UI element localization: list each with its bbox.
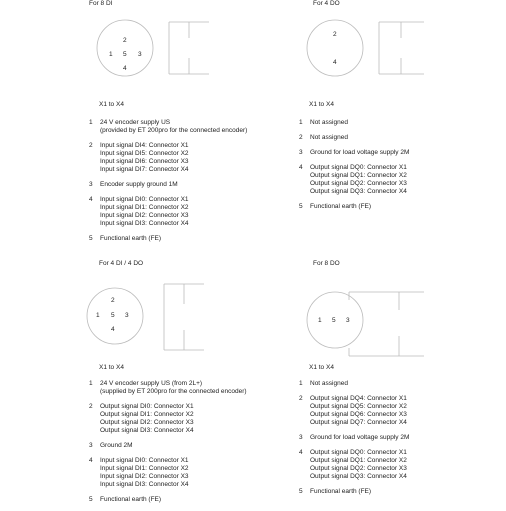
pin-number: 4 <box>89 457 93 464</box>
pin-desc-line: Input signal DI0: Connector X1 <box>100 196 189 203</box>
pin-entry <box>299 434 409 442</box>
pin-desc-line: Input signal DI2: Connector X3 <box>100 212 189 219</box>
pin-label-1: 1 <box>318 317 322 324</box>
pin-assignment-4do <box>299 0 506 250</box>
pin-desc-line: Output signal DQ1: Connector X2 <box>310 457 407 464</box>
pin-entry <box>299 449 409 481</box>
connector-caption: X1 to X4 <box>309 101 334 108</box>
pin-label-2: 2 <box>333 31 337 38</box>
pin-list <box>89 380 247 511</box>
pin-desc-line: Output signal DQ0: Connector X1 <box>310 164 407 171</box>
pin-desc-line: Output signal DQ2: Connector X3 <box>310 465 407 472</box>
pin-label-1: 1 <box>96 312 100 319</box>
pin-desc-line: Input signal DI3: Connector X4 <box>100 220 189 227</box>
pin-list <box>89 119 247 250</box>
pin-number: 2 <box>89 403 93 410</box>
pin-entry <box>89 181 247 189</box>
pin-desc-line: Input signal DI0: Connector X1 <box>100 457 189 464</box>
pin-label-3: 3 <box>138 51 142 58</box>
pin-label-4: 4 <box>111 326 115 333</box>
pin-entry <box>299 134 409 142</box>
pin-desc-line: Ground 2M <box>100 442 133 449</box>
pin-label-2: 2 <box>123 37 127 44</box>
pin-label-5: 5 <box>111 312 115 319</box>
pin-number: 1 <box>89 380 93 387</box>
pin-label-5: 5 <box>123 51 127 58</box>
pin-desc-line: Output signal DQ2: Connector X3 <box>310 180 407 187</box>
connector-caption: X1 to X4 <box>309 364 334 371</box>
pin-number: 2 <box>89 142 93 149</box>
pin-desc-line: Functional earth (FE) <box>310 203 372 210</box>
pin-desc-line: Functional earth (FE) <box>100 496 162 503</box>
pin-entry <box>89 235 247 243</box>
pin-number: 3 <box>299 149 303 156</box>
pin-number: 5 <box>299 488 303 495</box>
pin-entry <box>89 403 247 435</box>
pin-entry <box>299 380 409 388</box>
pin-desc-line: Functional earth (FE) <box>310 488 372 495</box>
pin-entry <box>89 496 247 504</box>
pin-assignment-8di <box>89 0 299 250</box>
pin-desc-line: Encoder supply ground 1M <box>100 181 178 188</box>
pin-number: 1 <box>299 119 303 126</box>
pin-entry <box>299 119 409 127</box>
section-title: For 8 DO <box>313 260 340 267</box>
pin-number: 3 <box>89 181 93 188</box>
pin-desc-line: Input signal DI3: Connector X4 <box>100 481 189 488</box>
pin-number: 4 <box>89 196 93 203</box>
pin-desc-line: Input signal DI2: Connector X3 <box>100 473 189 480</box>
pin-entry <box>299 149 409 157</box>
pin-label-4: 4 <box>123 65 127 72</box>
pin-list <box>299 119 409 218</box>
pin-entry <box>89 119 247 135</box>
pin-desc-line: Output signal DI2: Connector X3 <box>100 419 194 426</box>
pin-entry <box>89 196 247 228</box>
pin-desc-line: Functional earth (FE) <box>100 235 162 242</box>
pin-desc-line: 24 V encoder supply US (from 2L+) <box>100 380 203 387</box>
pin-label-2: 2 <box>111 297 115 304</box>
pin-desc-line: Output signal DI1: Connector X2 <box>100 411 194 418</box>
pin-entry <box>89 142 247 174</box>
pin-label-4: 4 <box>333 59 337 66</box>
section-title: For 4 DO <box>313 0 340 7</box>
pin-entry <box>299 203 409 211</box>
pin-desc-line: Input signal DI1: Connector X2 <box>100 465 189 472</box>
pin-desc-line: Output signal DI3: Connector X4 <box>100 427 194 434</box>
section-title: For 4 DI / 4 DO <box>99 260 144 267</box>
pin-desc-line: Input signal DI1: Connector X2 <box>100 204 189 211</box>
pin-desc-line: Output signal DQ3: Connector X4 <box>310 473 407 480</box>
pin-number: 3 <box>299 434 303 441</box>
pin-desc-line: Not assigned <box>310 134 348 141</box>
pin-entry <box>89 380 247 396</box>
pin-label-3: 3 <box>125 312 129 319</box>
pin-entry <box>89 442 247 450</box>
connector-caption: X1 to X4 <box>99 101 124 108</box>
pin-entry <box>89 457 247 489</box>
connector-diagram <box>299 270 429 360</box>
pin-desc-line: Output signal DQ1: Connector X2 <box>310 172 407 179</box>
pin-assignment-4di-4do <box>89 260 299 506</box>
pin-entry <box>299 488 409 496</box>
pin-entry <box>299 395 409 427</box>
pin-desc-line: Input signal DI7: Connector X4 <box>100 166 189 173</box>
connector-diagram <box>299 8 429 88</box>
pin-desc-line: Input signal DI5: Connector X2 <box>100 150 189 157</box>
pin-desc-line: Output signal DQ4: Connector X1 <box>310 395 407 402</box>
pin-number: 2 <box>299 134 303 141</box>
pin-desc-line: Output signal DQ6: Connector X3 <box>310 411 407 418</box>
pin-desc-line: Ground for load voltage supply 2M <box>310 434 410 441</box>
pin-number: 5 <box>89 235 93 242</box>
pin-list <box>299 380 409 503</box>
pin-desc-line: Output signal DQ3: Connector X4 <box>310 188 407 195</box>
pin-label-3: 3 <box>346 317 350 324</box>
pin-desc-line: Input signal DI6: Connector X3 <box>100 158 189 165</box>
pin-number: 1 <box>89 119 93 126</box>
pin-desc-line: Output signal DQ7: Connector X4 <box>310 419 407 426</box>
pin-desc-line: Ground for load voltage supply 2M <box>310 149 410 156</box>
connector-caption: X1 to X4 <box>99 364 124 371</box>
connector-diagram <box>89 8 209 88</box>
pin-desc-line: (supplied by ET 200pro for the connected encoder) <box>100 388 247 395</box>
pin-desc-line: Output signal DQ0: Connector X1 <box>310 449 407 456</box>
pin-number: 5 <box>299 203 303 210</box>
pin-assignment-8do <box>299 260 506 506</box>
pin-number: 5 <box>89 496 93 503</box>
pin-desc-line: Input signal DI4: Connector X1 <box>100 142 189 149</box>
pin-desc-line: Output signal DI0: Connector X1 <box>100 403 194 410</box>
pin-desc-line: 24 V encoder supply US <box>100 119 171 126</box>
pin-number: 1 <box>299 380 303 387</box>
pin-number: 3 <box>89 442 93 449</box>
section-title: For 8 DI <box>89 0 113 7</box>
pin-desc-line: Output signal DQ5: Connector X2 <box>310 403 407 410</box>
pin-desc-line: Not assigned <box>310 119 348 126</box>
pin-label-5: 5 <box>332 317 336 324</box>
pin-number: 4 <box>299 449 303 456</box>
pin-entry <box>299 164 409 196</box>
pin-number: 4 <box>299 164 303 171</box>
pin-desc-line: (provided by ET 200pro for the connected encoder) <box>100 127 248 134</box>
pin-number: 2 <box>299 395 303 402</box>
pin-label-1: 1 <box>109 51 113 58</box>
pin-desc-line: Not assigned <box>310 380 348 387</box>
